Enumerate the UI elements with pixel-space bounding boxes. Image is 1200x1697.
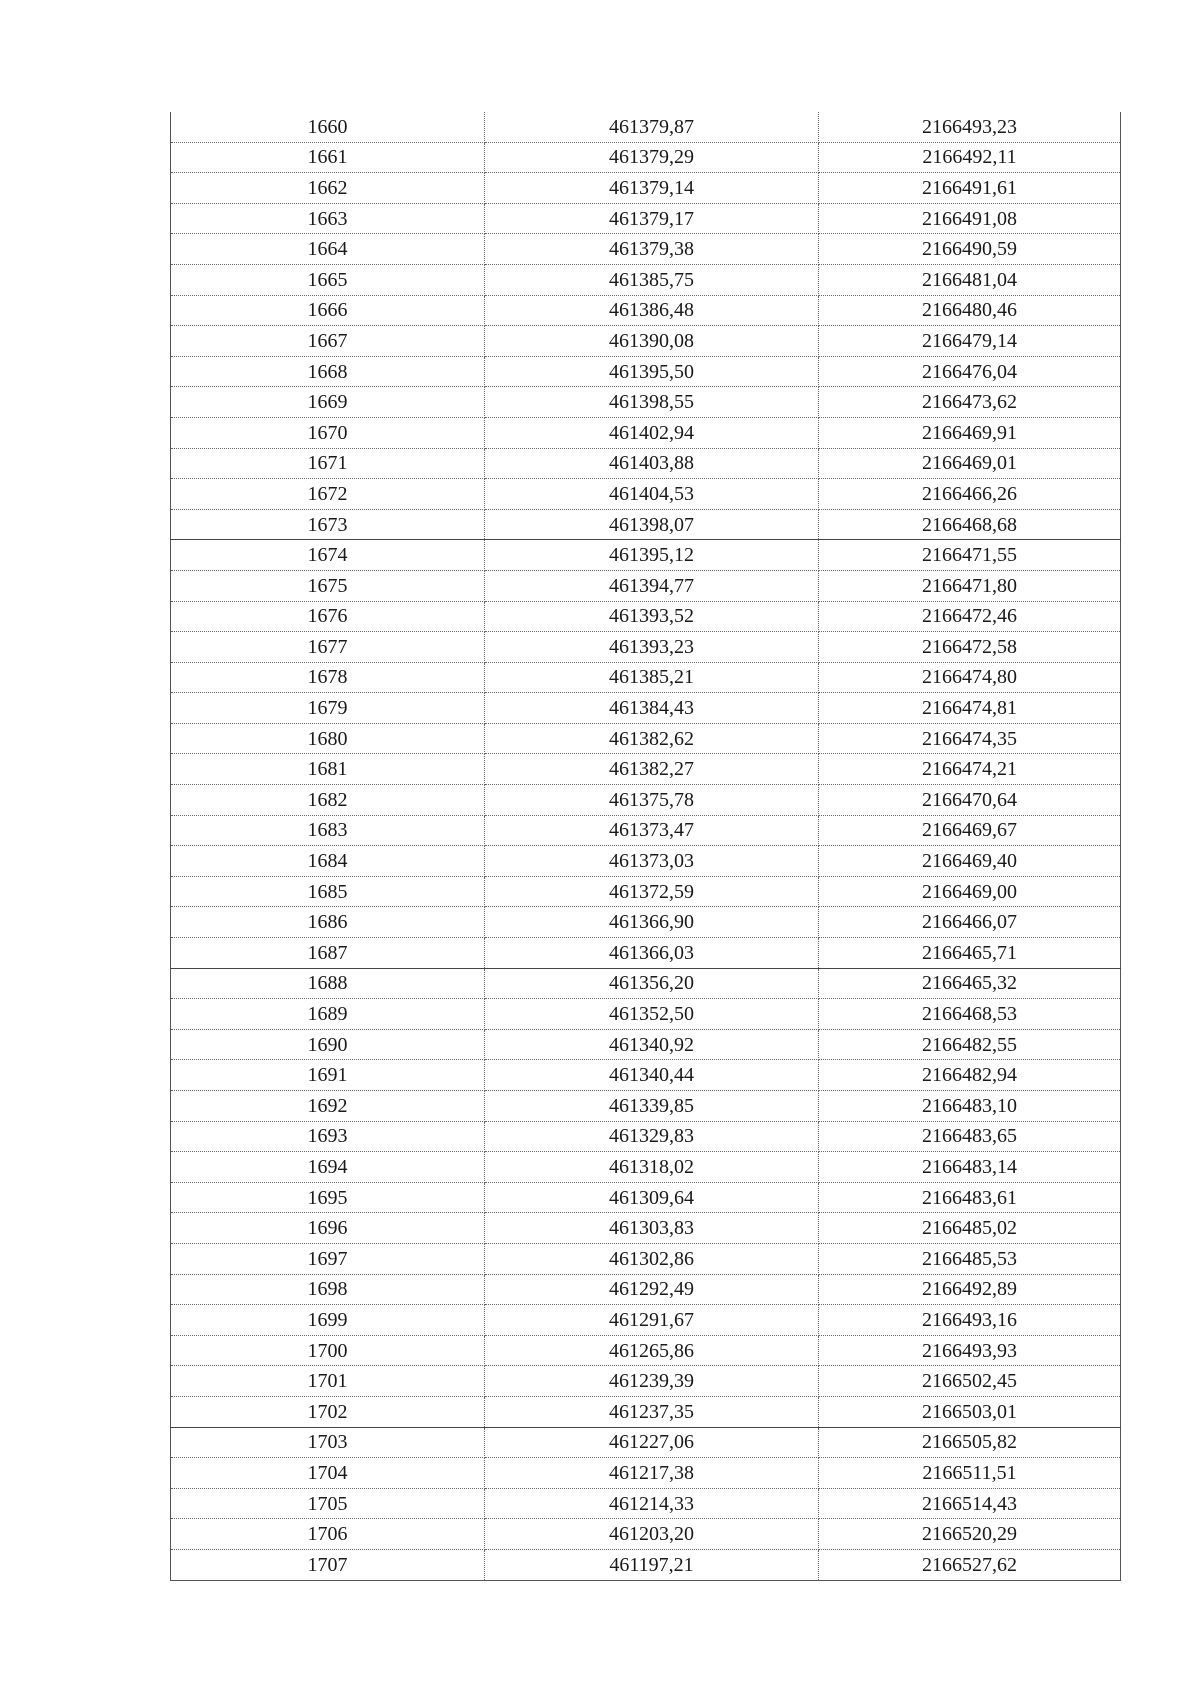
x-coordinate-cell: 461398,55 — [485, 387, 819, 418]
point-number-cell: 1703 — [171, 1427, 485, 1458]
point-number-cell: 1688 — [171, 968, 485, 999]
x-coordinate-cell: 461375,78 — [485, 785, 819, 816]
table-row — [171, 785, 1121, 816]
y-coordinate-cell: 2166527,62 — [819, 1549, 1121, 1580]
table-row — [171, 1121, 1121, 1152]
table-row — [171, 1243, 1121, 1274]
y-coordinate-cell: 2166480,46 — [819, 295, 1121, 326]
point-number-cell: 1706 — [171, 1519, 485, 1550]
table-row — [171, 846, 1121, 877]
table-row — [171, 1182, 1121, 1213]
x-coordinate-cell: 461379,29 — [485, 142, 819, 173]
y-coordinate-cell: 2166474,21 — [819, 754, 1121, 785]
x-coordinate-cell: 461385,21 — [485, 662, 819, 693]
point-number-cell: 1670 — [171, 417, 485, 448]
point-number-cell: 1679 — [171, 693, 485, 724]
point-number-cell: 1687 — [171, 938, 485, 969]
y-coordinate-cell: 2166471,80 — [819, 570, 1121, 601]
y-coordinate-cell: 2166485,02 — [819, 1213, 1121, 1244]
x-coordinate-cell: 461379,17 — [485, 203, 819, 234]
y-coordinate-cell: 2166493,93 — [819, 1335, 1121, 1366]
x-coordinate-cell: 461386,48 — [485, 295, 819, 326]
x-coordinate-cell: 461390,08 — [485, 326, 819, 357]
x-coordinate-cell: 461366,03 — [485, 938, 819, 969]
point-number-cell: 1692 — [171, 1091, 485, 1122]
point-number-cell: 1678 — [171, 662, 485, 693]
point-number-cell: 1662 — [171, 173, 485, 204]
y-coordinate-cell: 2166492,11 — [819, 142, 1121, 173]
x-coordinate-cell: 461373,47 — [485, 815, 819, 846]
y-coordinate-cell: 2166511,51 — [819, 1458, 1121, 1489]
x-coordinate-cell: 461197,21 — [485, 1549, 819, 1580]
point-number-cell: 1683 — [171, 815, 485, 846]
x-coordinate-cell: 461340,44 — [485, 1060, 819, 1091]
table-row — [171, 112, 1121, 142]
x-coordinate-cell: 461291,67 — [485, 1305, 819, 1336]
x-coordinate-cell: 461402,94 — [485, 417, 819, 448]
y-coordinate-cell: 2166483,61 — [819, 1182, 1121, 1213]
point-number-cell: 1674 — [171, 540, 485, 571]
x-coordinate-cell: 461265,86 — [485, 1335, 819, 1366]
y-coordinate-cell: 2166466,07 — [819, 907, 1121, 938]
table-row — [171, 234, 1121, 265]
point-number-cell: 1680 — [171, 723, 485, 754]
point-number-cell: 1696 — [171, 1213, 485, 1244]
point-number-cell: 1685 — [171, 876, 485, 907]
point-number-cell: 1682 — [171, 785, 485, 816]
point-number-cell: 1693 — [171, 1121, 485, 1152]
y-coordinate-cell: 2166483,14 — [819, 1152, 1121, 1183]
y-coordinate-cell: 2166472,58 — [819, 632, 1121, 663]
point-number-cell: 1700 — [171, 1335, 485, 1366]
x-coordinate-cell: 461214,33 — [485, 1488, 819, 1519]
table-row — [171, 1366, 1121, 1397]
table-row — [171, 509, 1121, 540]
y-coordinate-cell: 2166483,65 — [819, 1121, 1121, 1152]
y-coordinate-cell: 2166474,80 — [819, 662, 1121, 693]
table-row — [171, 203, 1121, 234]
point-number-cell: 1697 — [171, 1243, 485, 1274]
point-number-cell: 1675 — [171, 570, 485, 601]
y-coordinate-cell: 2166514,43 — [819, 1488, 1121, 1519]
point-number-cell: 1660 — [171, 112, 485, 142]
y-coordinate-cell: 2166479,14 — [819, 326, 1121, 357]
y-coordinate-cell: 2166469,67 — [819, 815, 1121, 846]
point-number-cell: 1665 — [171, 264, 485, 295]
point-number-cell: 1691 — [171, 1060, 485, 1091]
table-row — [171, 479, 1121, 510]
table-row — [171, 1274, 1121, 1305]
x-coordinate-cell: 461379,87 — [485, 112, 819, 142]
y-coordinate-cell: 2166473,62 — [819, 387, 1121, 418]
point-number-cell: 1667 — [171, 326, 485, 357]
y-coordinate-cell: 2166505,82 — [819, 1427, 1121, 1458]
table-row — [171, 938, 1121, 969]
x-coordinate-cell: 461379,38 — [485, 234, 819, 265]
table-row — [171, 1213, 1121, 1244]
y-coordinate-cell: 2166465,32 — [819, 968, 1121, 999]
x-coordinate-cell: 461372,59 — [485, 876, 819, 907]
y-coordinate-cell: 2166468,68 — [819, 509, 1121, 540]
table-row — [171, 1029, 1121, 1060]
point-number-cell: 1702 — [171, 1396, 485, 1427]
x-coordinate-cell: 461394,77 — [485, 570, 819, 601]
table-row — [171, 723, 1121, 754]
point-number-cell: 1664 — [171, 234, 485, 265]
x-coordinate-cell: 461203,20 — [485, 1519, 819, 1550]
y-coordinate-cell: 2166481,04 — [819, 264, 1121, 295]
y-coordinate-cell: 2166476,04 — [819, 356, 1121, 387]
y-coordinate-cell: 2166474,35 — [819, 723, 1121, 754]
y-coordinate-cell: 2166469,91 — [819, 417, 1121, 448]
x-coordinate-cell: 461382,62 — [485, 723, 819, 754]
x-coordinate-cell: 461382,27 — [485, 754, 819, 785]
y-coordinate-cell: 2166469,00 — [819, 876, 1121, 907]
table-row — [171, 570, 1121, 601]
table-row — [171, 1305, 1121, 1336]
x-coordinate-cell: 461366,90 — [485, 907, 819, 938]
point-number-cell: 1699 — [171, 1305, 485, 1336]
table-row — [171, 417, 1121, 448]
point-number-cell: 1671 — [171, 448, 485, 479]
table-row — [171, 907, 1121, 938]
point-number-cell: 1695 — [171, 1182, 485, 1213]
point-number-cell: 1681 — [171, 754, 485, 785]
x-coordinate-cell: 461393,52 — [485, 601, 819, 632]
x-coordinate-cell: 461385,75 — [485, 264, 819, 295]
x-coordinate-cell: 461309,64 — [485, 1182, 819, 1213]
table-row — [171, 1060, 1121, 1091]
y-coordinate-cell: 2166493,23 — [819, 112, 1121, 142]
point-number-cell: 1668 — [171, 356, 485, 387]
table-row — [171, 1458, 1121, 1489]
x-coordinate-cell: 461237,35 — [485, 1396, 819, 1427]
y-coordinate-cell: 2166483,10 — [819, 1091, 1121, 1122]
x-coordinate-cell: 461398,07 — [485, 509, 819, 540]
table-row — [171, 693, 1121, 724]
point-number-cell: 1698 — [171, 1274, 485, 1305]
x-coordinate-cell: 461329,83 — [485, 1121, 819, 1152]
table-row — [171, 173, 1121, 204]
y-coordinate-cell: 2166502,45 — [819, 1366, 1121, 1397]
y-coordinate-cell: 2166469,01 — [819, 448, 1121, 479]
table-row — [171, 326, 1121, 357]
y-coordinate-cell: 2166482,55 — [819, 1029, 1121, 1060]
table-row — [171, 1427, 1121, 1458]
point-number-cell: 1663 — [171, 203, 485, 234]
x-coordinate-cell: 461356,20 — [485, 968, 819, 999]
coordinates-table-body — [171, 112, 1121, 1580]
x-coordinate-cell: 461227,06 — [485, 1427, 819, 1458]
point-number-cell: 1684 — [171, 846, 485, 877]
y-coordinate-cell: 2166470,64 — [819, 785, 1121, 816]
y-coordinate-cell: 2166465,71 — [819, 938, 1121, 969]
point-number-cell: 1694 — [171, 1152, 485, 1183]
y-coordinate-cell: 2166472,46 — [819, 601, 1121, 632]
point-number-cell: 1704 — [171, 1458, 485, 1489]
table-row — [171, 1488, 1121, 1519]
table-row — [171, 142, 1121, 173]
y-coordinate-cell: 2166485,53 — [819, 1243, 1121, 1274]
point-number-cell: 1690 — [171, 1029, 485, 1060]
point-number-cell: 1677 — [171, 632, 485, 663]
table-row — [171, 754, 1121, 785]
table-row — [171, 968, 1121, 999]
x-coordinate-cell: 461393,23 — [485, 632, 819, 663]
x-coordinate-cell: 461339,85 — [485, 1091, 819, 1122]
point-number-cell: 1669 — [171, 387, 485, 418]
point-number-cell: 1676 — [171, 601, 485, 632]
table-row — [171, 448, 1121, 479]
point-number-cell: 1701 — [171, 1366, 485, 1397]
table-row — [171, 295, 1121, 326]
x-coordinate-cell: 461395,50 — [485, 356, 819, 387]
table-row — [171, 876, 1121, 907]
table-row — [171, 601, 1121, 632]
y-coordinate-cell: 2166491,61 — [819, 173, 1121, 204]
table-row — [171, 999, 1121, 1030]
table-row — [171, 815, 1121, 846]
y-coordinate-cell: 2166490,59 — [819, 234, 1121, 265]
y-coordinate-cell: 2166468,53 — [819, 999, 1121, 1030]
table-row — [171, 1152, 1121, 1183]
y-coordinate-cell: 2166469,40 — [819, 846, 1121, 877]
y-coordinate-cell: 2166474,81 — [819, 693, 1121, 724]
point-number-cell: 1672 — [171, 479, 485, 510]
point-number-cell: 1707 — [171, 1549, 485, 1580]
point-number-cell: 1666 — [171, 295, 485, 326]
y-coordinate-cell: 2166503,01 — [819, 1396, 1121, 1427]
x-coordinate-cell: 461384,43 — [485, 693, 819, 724]
point-number-cell: 1686 — [171, 907, 485, 938]
table-row — [171, 540, 1121, 571]
x-coordinate-cell: 461302,86 — [485, 1243, 819, 1274]
x-coordinate-cell: 461239,39 — [485, 1366, 819, 1397]
x-coordinate-cell: 461395,12 — [485, 540, 819, 571]
table-row — [171, 1519, 1121, 1550]
table-row — [171, 632, 1121, 663]
table-row — [171, 356, 1121, 387]
x-coordinate-cell: 461340,92 — [485, 1029, 819, 1060]
x-coordinate-cell: 461373,03 — [485, 846, 819, 877]
table-row — [171, 1091, 1121, 1122]
point-number-cell: 1705 — [171, 1488, 485, 1519]
point-number-cell: 1689 — [171, 999, 485, 1030]
y-coordinate-cell: 2166493,16 — [819, 1305, 1121, 1336]
y-coordinate-cell: 2166471,55 — [819, 540, 1121, 571]
coordinates-table — [170, 112, 1121, 1581]
x-coordinate-cell: 461403,88 — [485, 448, 819, 479]
table-row — [171, 387, 1121, 418]
y-coordinate-cell: 2166492,89 — [819, 1274, 1121, 1305]
x-coordinate-cell: 461303,83 — [485, 1213, 819, 1244]
y-coordinate-cell: 2166482,94 — [819, 1060, 1121, 1091]
y-coordinate-cell: 2166466,26 — [819, 479, 1121, 510]
table-row — [171, 1549, 1121, 1580]
x-coordinate-cell: 461217,38 — [485, 1458, 819, 1489]
x-coordinate-cell: 461318,02 — [485, 1152, 819, 1183]
y-coordinate-cell: 2166491,08 — [819, 203, 1121, 234]
table-row — [171, 264, 1121, 295]
point-number-cell: 1661 — [171, 142, 485, 173]
point-number-cell: 1673 — [171, 509, 485, 540]
y-coordinate-cell: 2166520,29 — [819, 1519, 1121, 1550]
x-coordinate-cell: 461379,14 — [485, 173, 819, 204]
x-coordinate-cell: 461292,49 — [485, 1274, 819, 1305]
x-coordinate-cell: 461404,53 — [485, 479, 819, 510]
table-row — [171, 1396, 1121, 1427]
x-coordinate-cell: 461352,50 — [485, 999, 819, 1030]
table-row — [171, 1335, 1121, 1366]
table-row — [171, 662, 1121, 693]
